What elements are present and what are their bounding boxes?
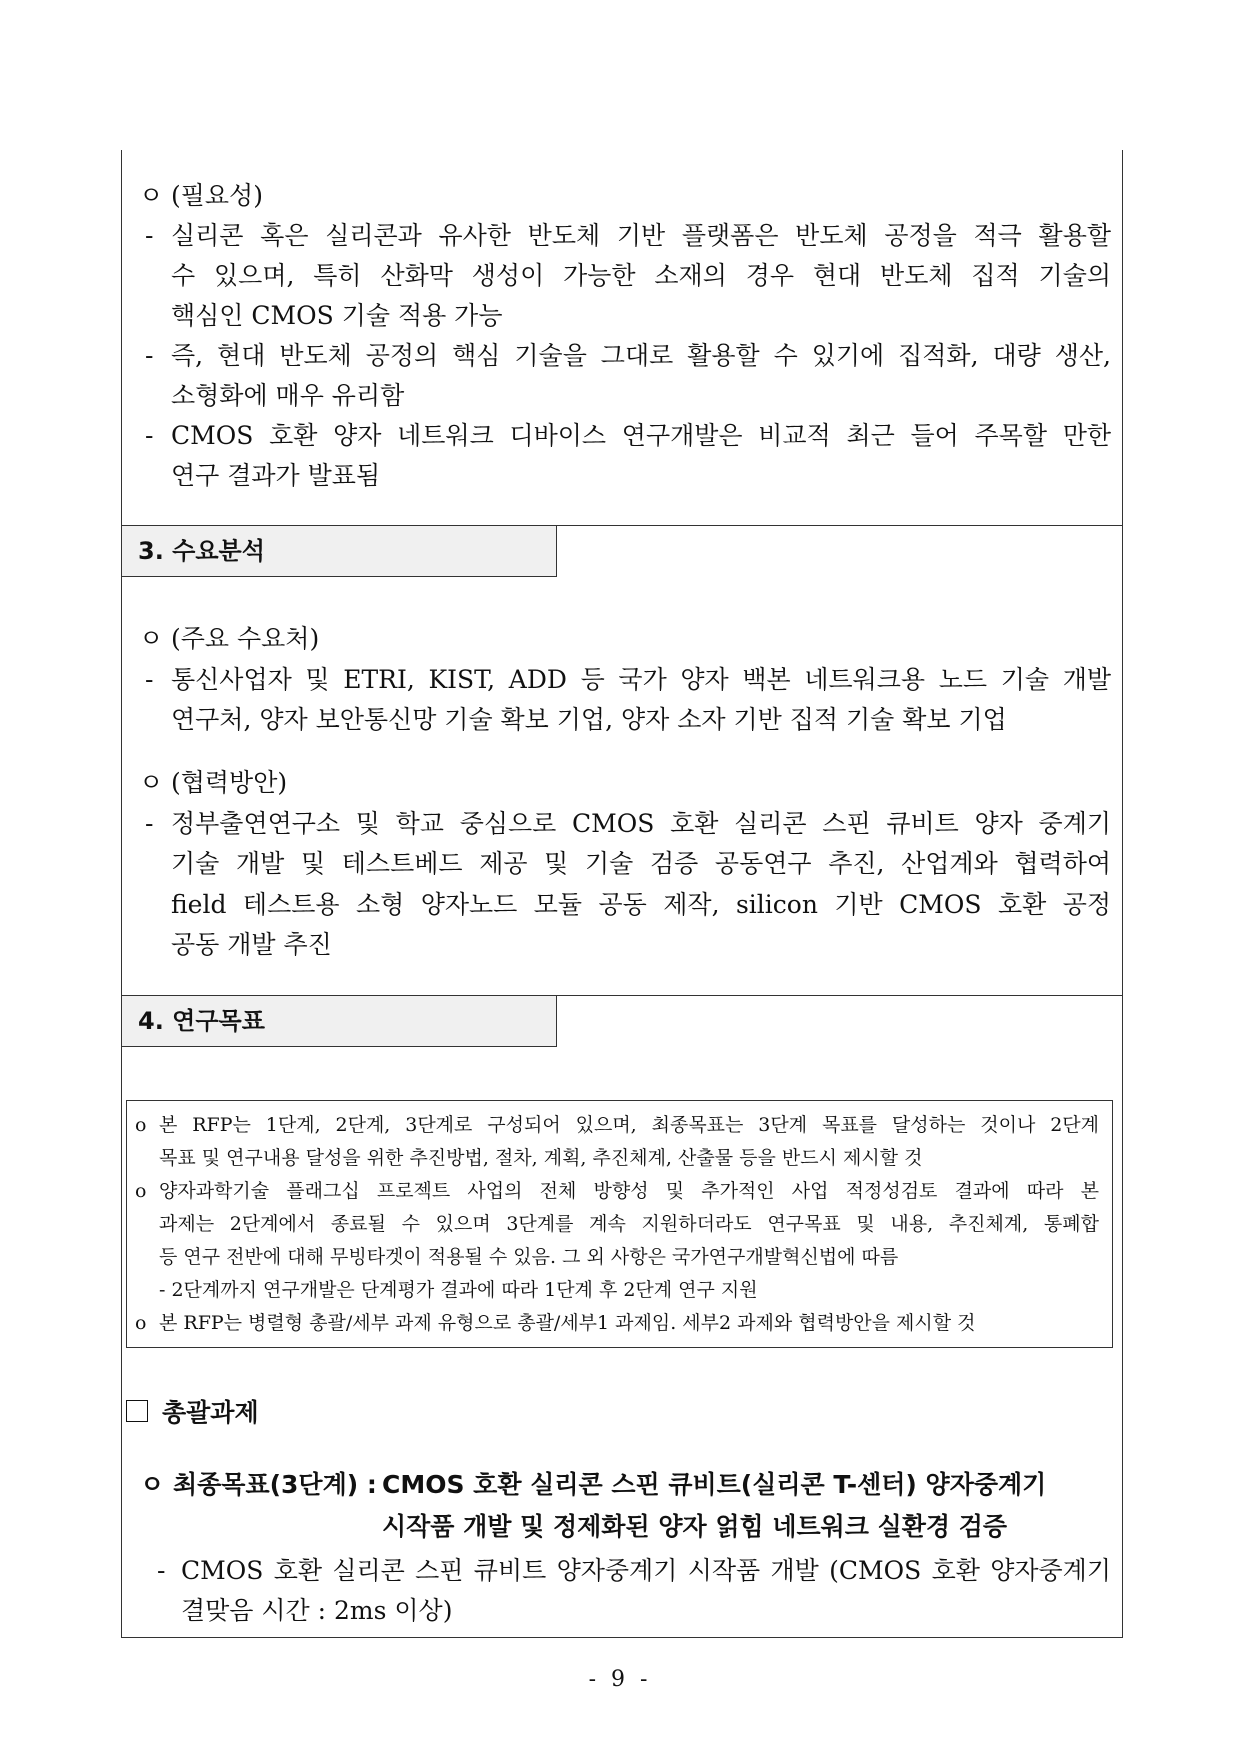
coop-line-4: 공동 개발 추진 [171, 930, 332, 959]
goal-label: 최종목표(3단계) : [173, 1470, 377, 1499]
goal-line-1: CMOS 호환 실리콘 스핀 큐비트(실리콘 T-센터) 양자중계기 [382, 1470, 1047, 1499]
necessity-item-3-line-2: 연구 결과가 발표됨 [171, 461, 381, 490]
rfp-mark: o [135, 1312, 147, 1334]
demand-heading: (주요 수요처) [171, 624, 320, 653]
dash-marker: - [145, 421, 154, 450]
rfp-line-4: 과제는 2단계에서 종료될 수 있으며 3단계를 계속 지원하더라도 연구목표 및 내용, 추진체계, 통폐합 [159, 1213, 1099, 1235]
necessity-item-2-line-2: 소형화에 매우 유리함 [171, 381, 405, 410]
demand-line-1: 통신사업자 및 ETRI, KIST, ADD 등 국가 양자 백본 네트워크용 노드 기술 개발 [171, 665, 1111, 694]
main-task-label: 총괄과제 [162, 1398, 259, 1427]
dash-marker: - [145, 221, 154, 250]
coop-line-1: 정부출연연구소 및 학교 중심으로 CMOS 호환 실리콘 스핀 큐비트 양자 중계기 [171, 809, 1111, 838]
coop-line-2: 기술 개발 및 테스트베드 제공 및 기술 검증 공동연구 추진, 산업계와 협력하여 [171, 849, 1111, 878]
heading-bullet: ㅇ [139, 181, 164, 210]
dash-marker: - [145, 665, 154, 694]
rfp-line-2: 목표 및 연구내용 달성을 위한 추진방법, 절차, 계획, 추진체계, 산출물 등을 반드시 제시할 것 [159, 1147, 923, 1169]
coop-line-3: field 테스트용 소형 양자노드 모듈 공동 제작, silicon 기반 CMOS 호환 공정 [171, 890, 1111, 919]
page-number: - 9 - [588, 1667, 652, 1692]
rfp-line-3: 양자과학기술 플래그십 프로젝트 사업의 전체 방향성 및 추가적인 사업 적정성검토 결과에 따라 본 [159, 1180, 1099, 1202]
heading-bullet: ㅇ [139, 624, 164, 653]
rfp-mark: o [135, 1180, 147, 1202]
necessity-item-1-line-1: 실리콘 혹은 실리콘과 유사한 반도체 기반 플랫폼은 반도체 공정을 적극 활용할 [171, 221, 1111, 250]
rfp-notes-box [126, 1100, 1113, 1348]
dash-marker: - [145, 341, 154, 370]
checkbox-icon [126, 1400, 148, 1422]
demand-line-2: 연구처, 양자 보안통신망 기술 확보 기업, 양자 소자 기반 집적 기술 확보 기업 [171, 705, 1007, 734]
rfp-mark: o [135, 1114, 147, 1136]
goal-item-line-1: CMOS 호환 실리콘 스핀 큐비트 양자중계기 시작품 개발 (CMOS 호환 양자중계기 [181, 1556, 1111, 1585]
rfp-line-6: - 2단계까지 연구개발은 단계평가 결과에 따라 1단계 후 2단계 연구 지원 [159, 1279, 758, 1301]
coop-heading: (협력방안) [171, 768, 288, 797]
necessity-item-1-line-2: 수 있으며, 특히 산화막 생성이 가능한 소재의 경우 현대 반도체 집적 기술의 [171, 261, 1111, 290]
dash-marker: - [145, 809, 154, 838]
section-title-goal: 4. 연구목표 [121, 995, 557, 1047]
dash-marker: - [157, 1556, 166, 1585]
rfp-line-5: 등 연구 전반에 대해 무빙타겟이 적용될 수 있음. 그 외 사항은 국가연구개발혁신법에 따름 [159, 1246, 899, 1268]
necessity-item-3-line-1: CMOS 호환 양자 네트워크 디바이스 연구개발은 비교적 최근 들어 주목할 만한 [171, 421, 1111, 450]
section-title-demand: 3. 수요분석 [121, 525, 557, 577]
goal-item-line-2: 결맞음 시간 : 2ms 이상) [181, 1596, 453, 1625]
heading-bullet: ㅇ [140, 1470, 165, 1499]
rfp-line-7: 본 RFP는 병렬형 총괄/세부 과제 유형으로 총괄/세부1 과제임. 세부2 과제와 협력방안을 제시할 것 [159, 1312, 976, 1334]
necessity-item-1-line-3: 핵심인 CMOS 기술 적용 가능 [171, 301, 503, 330]
goal-line-2: 시작품 개발 및 정제화된 양자 얽힘 네트워크 실환경 검증 [382, 1512, 1008, 1541]
rfp-line-1: 본 RFP는 1단계, 2단계, 3단계로 구성되어 있으며, 최종목표는 3단계 목표를 달성하는 것이나 2단계 [159, 1114, 1099, 1136]
necessity-heading: (필요성) [171, 181, 263, 210]
necessity-item-2-line-1: 즉, 현대 반도체 공정의 핵심 기술을 그대로 활용할 수 있기에 집적화, 대량 생산, [171, 341, 1111, 370]
heading-bullet: ㅇ [139, 768, 164, 797]
